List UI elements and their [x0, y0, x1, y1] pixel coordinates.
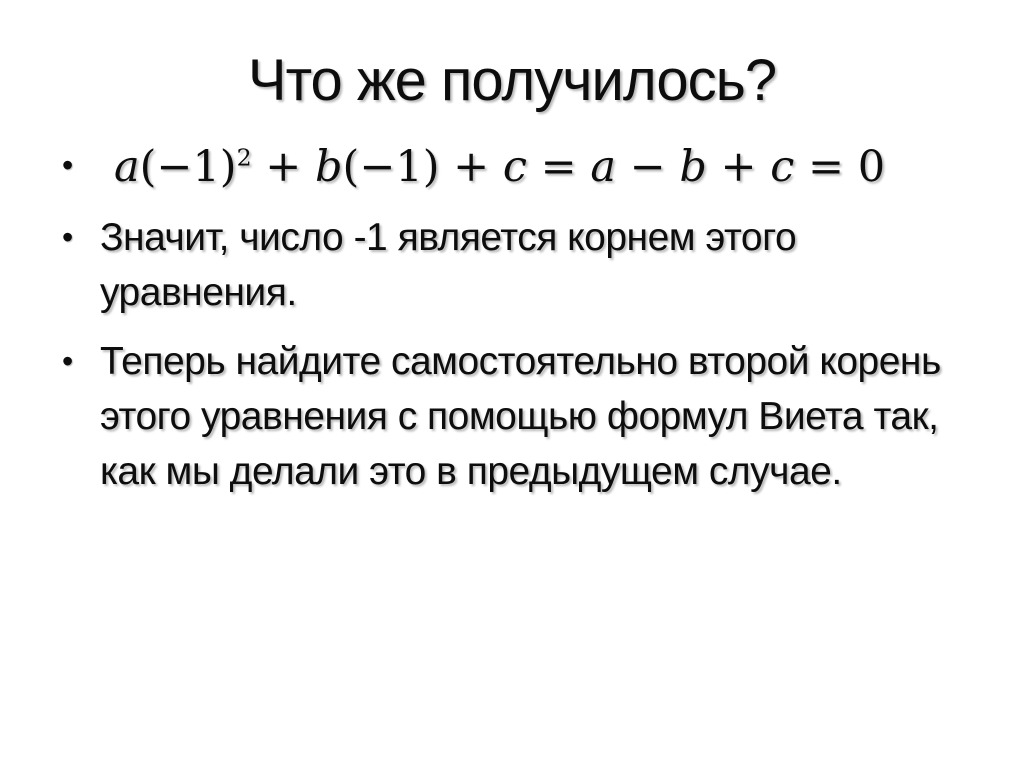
formula-term: c	[770, 141, 795, 192]
formula-exponent: 2	[236, 143, 252, 172]
bullet-text: Значит, число -1 является корнем этого уравнения.	[100, 215, 797, 314]
slide-body	[0, 138, 1024, 499]
formula-term: (−1)	[342, 141, 440, 192]
formula-term: a	[590, 141, 616, 192]
bullet-text: Теперь найдите самостоятельно второй корень этого уравнения с помощью формул Виета так, как мы делали это в предыдущем случае.	[100, 339, 941, 493]
formula-operator: +	[439, 141, 503, 192]
formula-operator: =	[526, 141, 591, 192]
formula-operator: +	[251, 141, 316, 192]
slide-title: Что же получилось?	[247, 48, 777, 113]
formula-term: (−1)	[139, 141, 237, 192]
formula-term: a	[114, 141, 140, 192]
math-formula	[100, 138, 974, 196]
formula-term: c	[502, 141, 527, 192]
formula-operator: −	[615, 141, 680, 192]
bullet-item-formula	[62, 138, 1024, 196]
bullet-item-conclusion	[62, 210, 1024, 320]
formula-term: b	[315, 141, 343, 192]
bullet-item-task	[62, 334, 1024, 499]
formula-term: b	[679, 141, 707, 192]
formula-operator: +	[706, 141, 771, 192]
bullet-marker: •	[62, 146, 74, 183]
bullet-marker: •	[62, 218, 74, 255]
formula-result: = 0	[794, 141, 886, 192]
bullet-marker: •	[62, 342, 74, 379]
